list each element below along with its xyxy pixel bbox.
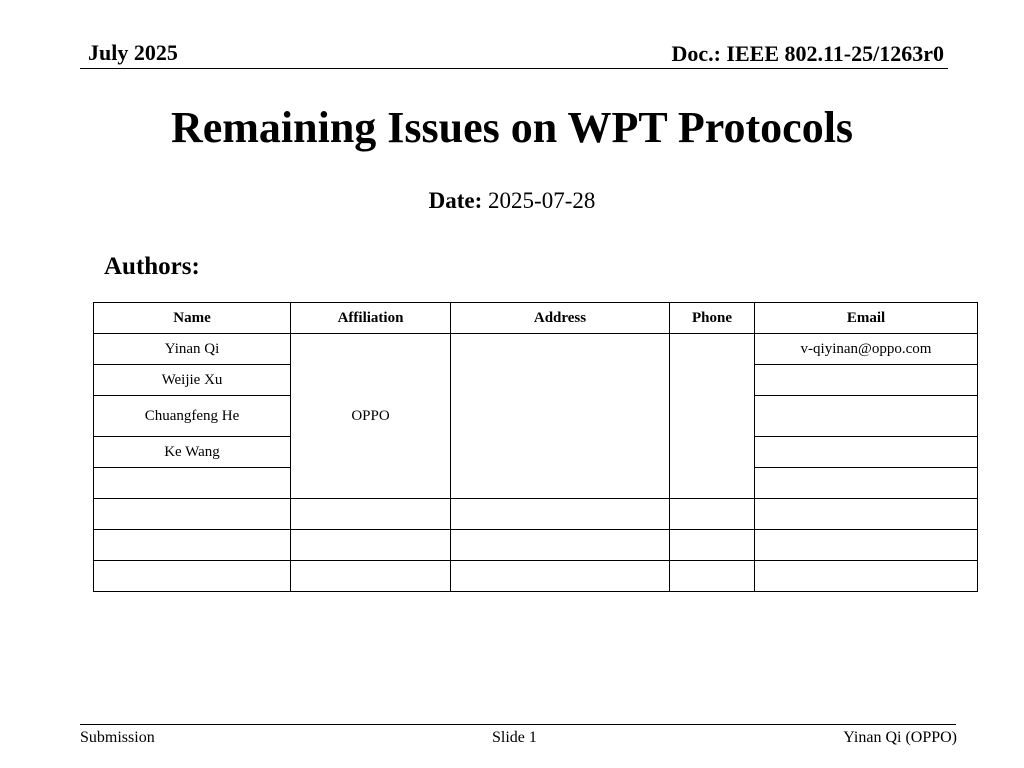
footer-divider — [80, 724, 956, 725]
empty-cell — [94, 561, 291, 592]
empty-cell — [451, 530, 670, 561]
date-value: 2025-07-28 — [488, 188, 596, 213]
empty-cell — [755, 499, 978, 530]
authors-table — [93, 302, 978, 592]
author-email: v-qiyinan@oppo.com — [755, 334, 978, 365]
author-email — [755, 437, 978, 468]
author-name — [94, 468, 291, 499]
author-name: Chuangfeng He — [94, 396, 291, 437]
author-name: Ke Wang — [94, 437, 291, 468]
table-header-row — [94, 303, 978, 334]
column-header-name: Name — [94, 303, 291, 334]
empty-cell — [291, 561, 451, 592]
column-header-affiliation: Affiliation — [291, 303, 451, 334]
empty-cell — [670, 530, 755, 561]
empty-cell — [291, 530, 451, 561]
empty-cell — [94, 499, 291, 530]
footer-submission: Submission — [80, 729, 155, 746]
author-email — [755, 396, 978, 437]
table-row — [94, 334, 978, 365]
empty-cell — [670, 499, 755, 530]
column-header-phone: Phone — [670, 303, 755, 334]
footer-author: Yinan Qi (OPPO) — [843, 729, 957, 746]
empty-cell — [670, 561, 755, 592]
table-row — [94, 561, 978, 592]
empty-cell — [451, 561, 670, 592]
empty-cell — [755, 561, 978, 592]
column-header-email: Email — [755, 303, 978, 334]
header-divider — [80, 68, 948, 69]
empty-cell — [291, 499, 451, 530]
table-row — [94, 499, 978, 530]
authors-heading: Authors: — [104, 253, 200, 280]
author-phone — [670, 334, 755, 499]
header-doc-id: Doc.: IEEE 802.11-25/1263r0 — [671, 41, 944, 66]
slide-title: Remaining Issues on WPT Protocols — [170, 103, 854, 152]
date-label: Date: — [428, 188, 483, 213]
date-line — [0, 187, 1024, 215]
empty-cell — [94, 530, 291, 561]
empty-cell — [755, 530, 978, 561]
footer-slide-number: Slide 1 — [492, 729, 537, 746]
table-row — [94, 530, 978, 561]
column-header-address: Address — [451, 303, 670, 334]
author-name: Weijie Xu — [94, 365, 291, 396]
author-address — [451, 334, 670, 499]
header-date: July 2025 — [88, 40, 178, 65]
author-name: Yinan Qi — [94, 334, 291, 365]
author-email — [755, 365, 978, 396]
empty-cell — [451, 499, 670, 530]
author-affiliation: OPPO — [291, 334, 451, 499]
author-email — [755, 468, 978, 499]
